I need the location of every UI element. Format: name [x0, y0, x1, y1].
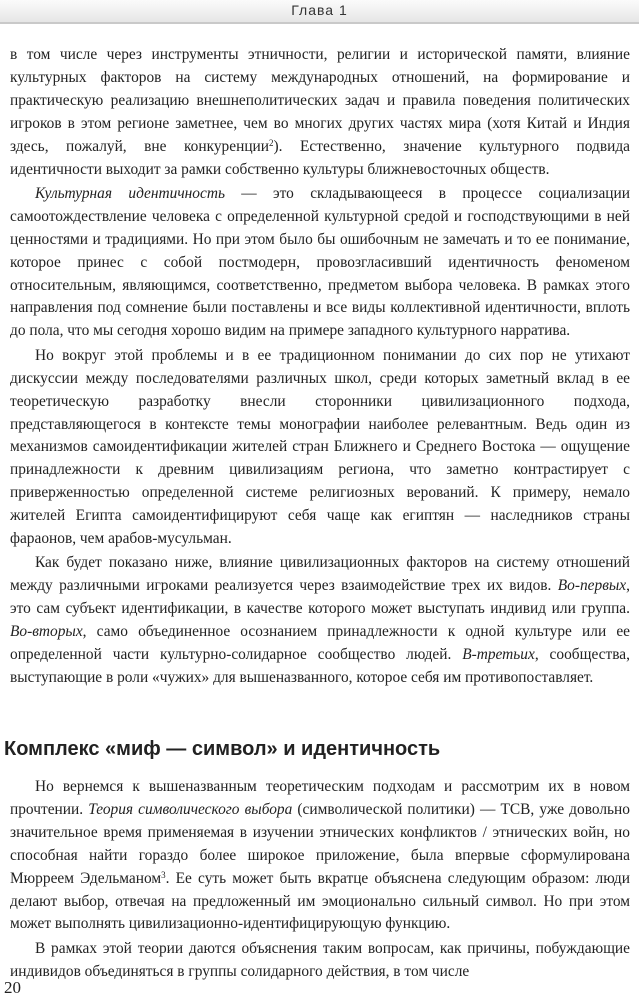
running-header — [0, 0, 639, 24]
body-text-bottom — [10, 776, 630, 984]
term-italic: Теория символического выбора — [88, 800, 293, 818]
text-run: , это сам субъект идентификации, в качестве которого может выступать индивид или группа. — [10, 577, 630, 618]
paragraph-5 — [10, 776, 630, 936]
paragraph-6: В рамках этой теории даются объяснения таким вопросам, как причины, побуждающие индивидов объединяться в группы солидарного действия, в том числе — [10, 939, 630, 980]
text-run: в том числе через инструменты этничности, религии и исторической памяти, влияние культурных факторов на систему международных отношений, на формирование и практическую реализацию внешнеполитических задач и правила поведения политических игроков в этом регионе заметнее, чем во многих других частях мира (хотя Китай и Индия здесь, пожалуй, вне конкуренции — [10, 46, 630, 155]
term-italic: Во-вторых — [10, 623, 83, 641]
term-italic: Культурная идентичность — [35, 184, 225, 202]
chapter-title: Глава 1 — [291, 2, 348, 18]
text-run: ). Естественно, значение культурного подвида идентичности выходит за рамки собственно культуры ближневосточных обществ. — [10, 137, 630, 178]
paragraph-3: Но вокруг этой проблемы и в ее традиционном понимании до сих пор не утихают дискуссии между последователями различных школ, среди которых заметный вклад в ее теоретическую разработку внесли сторонники цивилизационного подхода, представляющегося в контексте темы монографии наиболее релевантным. Ведь один из механизмов самоидентификации жителей стран Ближнего и Среднего Востока — ощущение принадлежности к древним цивилизациям региона, что заметно контрастирует с приверженностью определенной системе религиозных верований. К примеру, немало жителей Египта самоидентифицируют себя чаще как египтян — наследников страны фараонов, чем арабов-мусульман. — [10, 346, 630, 548]
footnote-ref: 2 — [269, 137, 274, 148]
text-run: — это складывающееся в процессе социализации самоотождествление человека с определенной культурной средой и господствующими в ней ценностями и традициями. Но при этом было бы ошибочным не замечать и то ее понимание, которое принес с собой постмодерн, провозгласивший идентичность феноменом относительным, являющимся, соответственно, предметом выбора человека. В рамках этого направления под сомнение были поставлены и все виды коллективной идентичности, вплоть до пола, что мы сегодня хорошо видим на примере западного культурного нарратива. — [10, 184, 630, 340]
text-run: Как будет показано ниже, влияние цивилизационных факторов на систему отношений между различными игроками реализуется через взаимодействие трех их видов. — [10, 554, 630, 595]
paragraph-1 — [10, 44, 630, 181]
text-run: . Ее суть может быть вкратце объяснена следующим образом: люди делают выбор, отвечая на предложенный им эмоционально сильный символ. Но при этом может выполнять цивилизационно-идентифицирующую функцию. — [10, 869, 630, 933]
body-text-top — [10, 44, 630, 690]
page-number: 20 — [4, 978, 21, 997]
section-heading: Комплекс «миф — символ» и идентичность — [4, 738, 441, 760]
text-run: (символической политики) — ТСВ, уже довольно значительное время применяемая в изучении этнических конфликтов / этнических войн, но способная найти гораздо более широкое приложение, была впервые сформулирована Мюрреем Эдельманом — [10, 800, 630, 887]
term-italic: В-третьих — [462, 646, 535, 664]
paragraph-4 — [10, 552, 630, 689]
text-run: Но вернемся к вышеназванным теоретическим подходам и рассмотрим их в новом прочтении. — [10, 778, 630, 818]
text-run: , сообщества, выступающие в роли «чужих» для вышеназванного, которое себя им противопоставляет. — [10, 646, 630, 686]
term-italic: Во-первых — [557, 577, 627, 595]
footnote-ref: 3 — [161, 869, 166, 880]
text-run: , само объединенное осознанием принадлежности к одной культуре или ее определенной части культурно-солидарное сообщество людей. — [10, 623, 630, 664]
paragraph-2 — [10, 183, 630, 343]
